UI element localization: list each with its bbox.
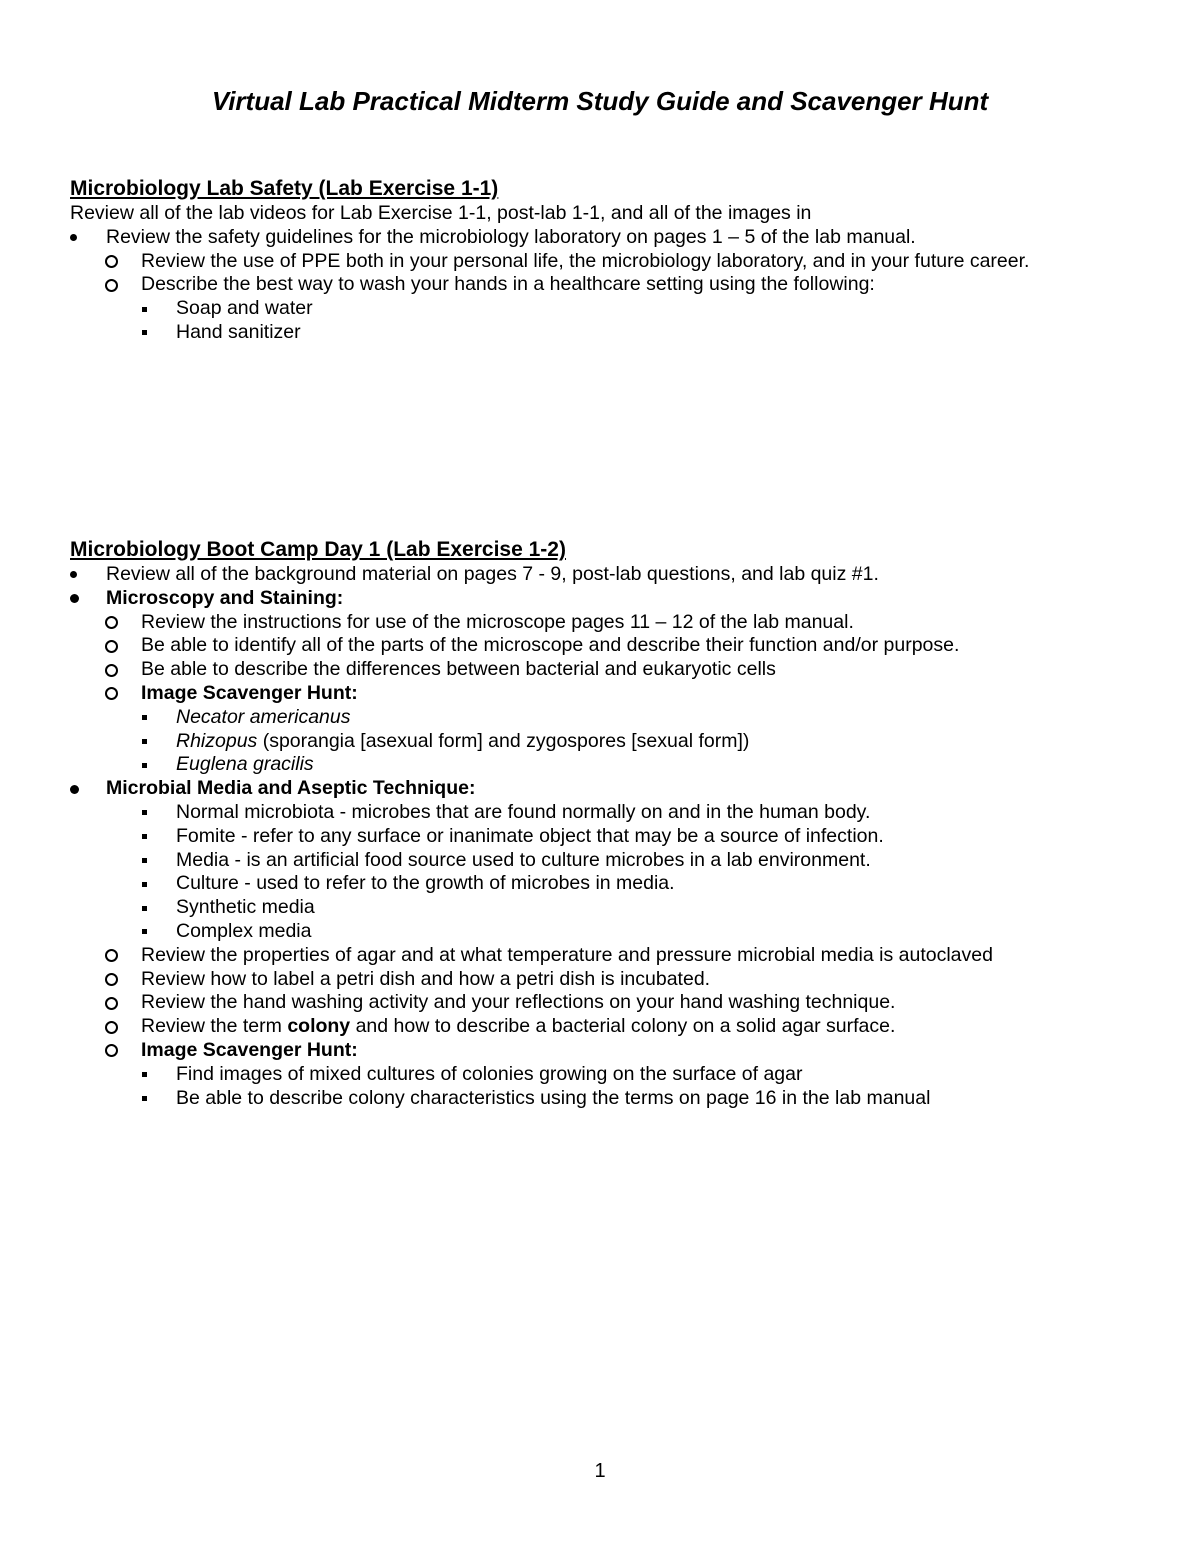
list-item: Rhizopus (sporangia [asexual form] and zygospores [sexual form]) bbox=[70, 730, 1170, 754]
bullet-circle-icon bbox=[105, 1039, 118, 1063]
list-item: Review the hand washing activity and your reflections on your hand washing technique. bbox=[70, 991, 1170, 1015]
bullet-square-icon bbox=[142, 920, 147, 944]
bullet-square-icon bbox=[142, 1063, 147, 1087]
list-item: Be able to describe the differences between bacterial and eukaryotic cells bbox=[70, 658, 1170, 682]
list-item: Complex media bbox=[70, 920, 1170, 944]
bullet-square-icon bbox=[142, 849, 147, 873]
bullet-square-icon bbox=[142, 872, 147, 896]
bullet-dot-icon bbox=[70, 563, 77, 587]
list-item: Hand sanitizer bbox=[70, 321, 1170, 345]
bullet-circle-icon bbox=[105, 944, 118, 968]
list-item: Find images of mixed cultures of colonies growing on the surface of agar bbox=[70, 1063, 1170, 1087]
bullet-dot-icon bbox=[70, 777, 79, 801]
bullet-circle-icon bbox=[105, 991, 118, 1015]
list-item: Review the term colony and how to describe a bacterial colony on a solid agar surface. bbox=[70, 1015, 1170, 1039]
list-item: Media - is an artificial food source used to culture microbes in a lab environment. bbox=[70, 849, 1170, 873]
bullet-square-icon bbox=[142, 896, 147, 920]
list-item: Describe the best way to wash your hands in a healthcare setting using the following: bbox=[70, 273, 1170, 297]
bullet-dot-icon bbox=[70, 587, 79, 611]
bullet-circle-icon bbox=[105, 250, 118, 274]
list-item: Review the safety guidelines for the microbiology laboratory on pages 1 – 5 of the lab manual. bbox=[70, 226, 1170, 250]
list-item: Necator americanus bbox=[70, 706, 1170, 730]
list-item: Review how to label a petri dish and how a petri dish is incubated. bbox=[70, 968, 1170, 992]
bullet-circle-icon bbox=[105, 658, 118, 682]
scavenger-hunt-label: Image Scavenger Hunt: bbox=[70, 1039, 1170, 1063]
bullet-square-icon bbox=[142, 730, 147, 754]
section-heading: Microbiology Boot Camp Day 1 (Lab Exercise 1-2) bbox=[70, 538, 566, 561]
bullet-square-icon bbox=[142, 706, 147, 730]
list-item: Culture - used to refer to the growth of microbes in media. bbox=[70, 872, 1170, 896]
page-number: 1 bbox=[594, 1460, 606, 1482]
list-item: Review the properties of agar and at what temperature and pressure microbial media is autoclaved bbox=[70, 944, 1170, 968]
bullet-square-icon bbox=[142, 297, 147, 321]
list-item: Review the use of PPE both in your personal life, the microbiology laboratory, and in your future career. bbox=[70, 250, 1170, 274]
section-intro: Review all of the lab videos for Lab Exercise 1-1, post-lab 1-1, and all of the images in bbox=[70, 202, 812, 224]
list-item: Synthetic media bbox=[70, 896, 1170, 920]
bullet-circle-icon bbox=[105, 634, 118, 658]
bullet-circle-icon bbox=[105, 611, 118, 635]
bullet-square-icon bbox=[142, 753, 147, 777]
section-heading: Microbiology Lab Safety (Lab Exercise 1-1) bbox=[70, 177, 499, 200]
list-item: Soap and water bbox=[70, 297, 1170, 321]
list-item: Review the instructions for use of the microscope pages 11 – 12 of the lab manual. bbox=[70, 611, 1170, 635]
list-item: Normal microbiota - microbes that are found normally on and in the human body. bbox=[70, 801, 1170, 825]
document-title: Virtual Lab Practical Midterm Study Guide and Scavenger Hunt bbox=[211, 86, 989, 116]
list-item: Euglena gracilis bbox=[70, 753, 1170, 777]
list-item: Be able to identify all of the parts of the microscope and describe their function and/or purpose. bbox=[70, 634, 1170, 658]
bullet-dot-icon bbox=[70, 226, 77, 250]
bullet-circle-icon bbox=[105, 682, 118, 706]
subsection-label-media: Microbial Media and Aseptic Technique: bbox=[70, 777, 1170, 801]
bullet-circle-icon bbox=[105, 273, 118, 297]
bullet-square-icon bbox=[142, 801, 147, 825]
bullet-square-icon bbox=[142, 825, 147, 849]
bullet-circle-icon bbox=[105, 1015, 118, 1039]
scavenger-hunt-label: Image Scavenger Hunt: bbox=[70, 682, 1170, 706]
subsection-label-microscopy: Microscopy and Staining: bbox=[70, 587, 1170, 611]
list-item: Review all of the background material on pages 7 - 9, post-lab questions, and lab quiz #1. bbox=[70, 563, 1170, 587]
bullet-square-icon bbox=[142, 1087, 147, 1111]
section-lab-safety bbox=[70, 176, 1170, 345]
bullet-square-icon bbox=[142, 321, 147, 345]
list-item: Fomite - refer to any surface or inanimate object that may be a source of infection. bbox=[70, 825, 1170, 849]
list-item: Be able to describe colony characteristics using the terms on page 16 in the lab manual bbox=[70, 1087, 1170, 1111]
bullet-circle-icon bbox=[105, 968, 118, 992]
section-boot-camp bbox=[70, 537, 1170, 1110]
